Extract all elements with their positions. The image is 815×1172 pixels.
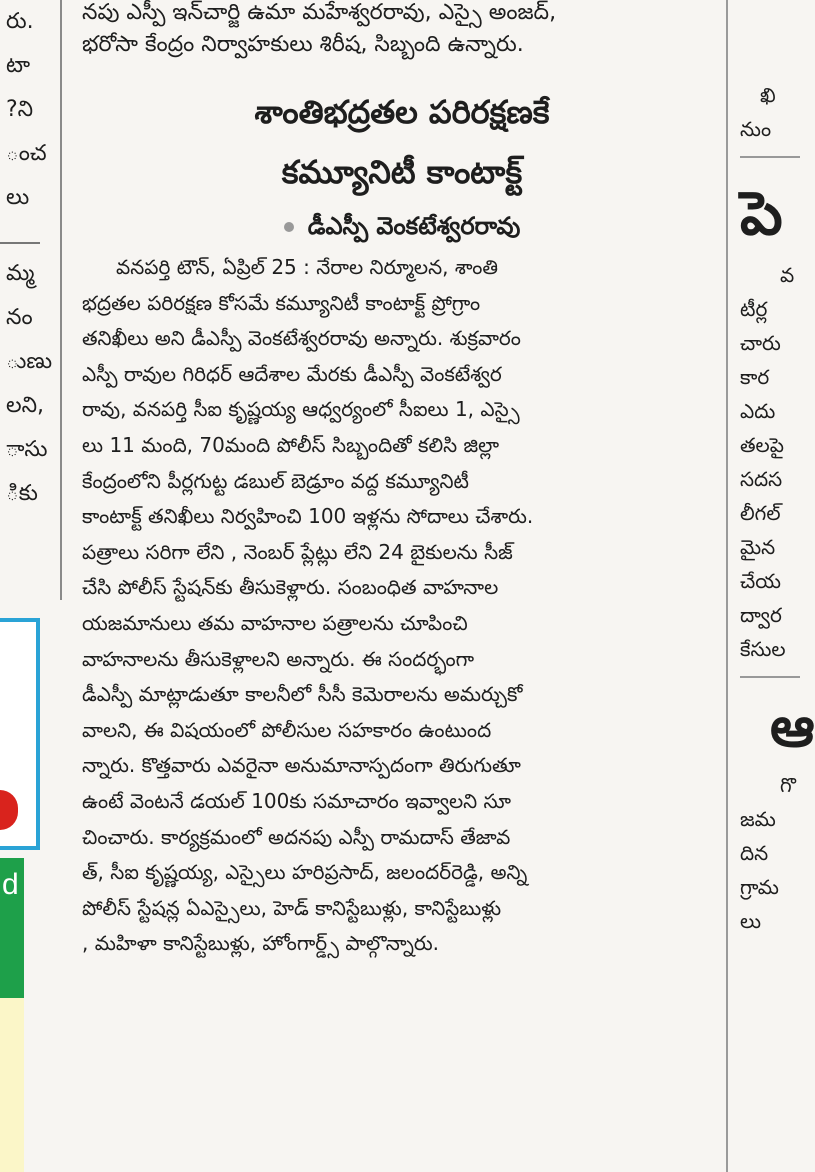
advertisement-green-panel — [0, 858, 24, 1172]
body-line: డీఎస్పీ మాట్లాడుతూ కాలనీలో సీసీ కెమెరాలను అమర్చుకో — [82, 682, 523, 707]
body-line: పోలీస్ స్టేషన్ల ఏఎస్సైలు, హెడ్ కానిస్టేబుళ్లు, కానిస్టేబుళ్లు — [82, 895, 502, 920]
right-line: చేయ — [740, 569, 781, 593]
previous-article-tail-line: నపు ఎస్పీ ఇన్‌చార్జి ఉమా మహేశ్వరరావు, ఎస్సై అంజద్, — [82, 0, 557, 25]
right-line: నుం — [740, 117, 772, 141]
right-line: ఖి — [760, 83, 776, 107]
right-line: దిన — [740, 841, 769, 865]
left-line: రు. — [6, 9, 34, 34]
previous-article-tail-line: భరోసా కేంద్రం నిర్వాహకులు శిరీష, సిబ్బంది ఉన్నారు. — [82, 32, 524, 57]
right-column — [740, 0, 815, 1172]
body-line: తనిఖీలు అని డీఎస్పీ వెంకటేశ్వరరావు అన్నారు. శుక్రవారం — [82, 326, 521, 351]
body-line: లు 11 మంది, 70మంది పోలీస్ సిబ్బందితో కలిసి జిల్లా — [82, 432, 500, 457]
body-line: ఎస్పీ రావుల గిరిధర్ ఆదేశాల మేరకు డీఎస్పీ వెంకటేశ్వర — [82, 361, 502, 386]
body-line: , మహిళా కానిస్టేబుళ్లు, హోంగార్డ్స్ పాల్గొన్నారు. — [82, 931, 440, 956]
right-line: సదస — [740, 467, 783, 491]
left-line: నం — [6, 305, 33, 330]
body-line: వాలని, ఈ విషయంలో పోలీసుల సహకారం ఉంటుంద — [82, 717, 492, 742]
column-divider-right — [726, 0, 728, 1172]
right-line: గొ — [780, 773, 796, 797]
right-line: వ — [780, 263, 795, 287]
left-line: మ్మ — [6, 261, 35, 286]
right-line: మైన — [740, 535, 776, 559]
news-article — [82, 0, 722, 1172]
body-line: రావు, వనపర్తి సీఐ కృష్ణయ్య ఆధ్వర్యంలో సీఐలు 1, ఎస్సై — [82, 397, 520, 422]
byline-text: డీఎస్పీ వెంకటేశ్వరరావు — [307, 212, 521, 240]
body-line: యజమానులు తమ వాహనాల పత్రాలను చూపించి — [82, 610, 468, 635]
left-line: ాసు — [6, 437, 48, 462]
right-line: లు — [740, 909, 762, 933]
article-headline — [82, 82, 722, 202]
left-line: ుణు — [6, 349, 53, 374]
body-line: కేంద్రంలోని పీర్లగుట్ట డబుల్ బెడ్రూం వద్ద కమ్యూనిటీ — [82, 468, 469, 493]
left-line: ంచ — [6, 141, 47, 166]
headline-line-1: శాంతిభద్రతల పరిరక్షణకే — [254, 93, 550, 131]
body-line: పత్రాలు సరిగా లేని , నెంబర్ ప్లేట్లు లేని 24 బైకులను సీజ్ — [82, 539, 513, 564]
right-line: లీగల్ — [740, 501, 781, 525]
right-column-divider — [740, 676, 800, 678]
right-line: ద్వార — [740, 603, 782, 627]
right-line: తలపై — [740, 433, 784, 457]
body-line: ఉంటే వెంటనే డయల్ 100కు సమాచారం ఇవ్వాలని సూ — [82, 788, 511, 813]
right-line: ఎదు — [740, 399, 776, 423]
body-line: న్నారు. కొత్తవారు ఎవరైనా అనుమానాస్పదంగా తిరుగుతూ — [82, 753, 521, 778]
right-line: కార — [740, 365, 770, 389]
right-line: గ్రామ — [740, 875, 779, 899]
body-line: కాంటాక్ట్ తనిఖీలు నిర్వహించి 100 ఇళ్లను సోదాలు చేశారు. — [82, 504, 534, 529]
left-column-divider — [0, 242, 40, 244]
right-line: టీర్ల — [740, 297, 768, 321]
body-line: చించారు. కార్యక్రమంలో అదనపు ఎస్పీ రామదాస్ తేజావ — [82, 824, 511, 849]
right-column-drop-letter: ఆ — [770, 695, 815, 760]
advertisement-yellow-area — [0, 998, 24, 1172]
left-column-top-text — [0, 0, 48, 220]
column-divider-left — [60, 0, 62, 600]
right-line: చారు — [740, 331, 781, 355]
body-line: భద్రతల పరిరక్షణ కోసమే కమ్యూనిటీ కాంటాక్ట్ ప్రోగ్రాం — [82, 290, 481, 315]
left-line: లని, — [6, 393, 45, 418]
right-column-heading: పె — [740, 179, 783, 249]
bullet-icon — [284, 222, 294, 232]
left-column-mid-text — [0, 252, 53, 516]
body-line: చేసి పోలీస్ స్టేషన్‌కు తీసుకెళ్లారు. సంబంధిత వాహనాల — [82, 575, 499, 600]
left-line: టా — [6, 53, 31, 78]
right-line: జమ — [740, 807, 776, 831]
headline-line-2: కమ్యూనిటీ కాంటాక్ట్ — [281, 153, 523, 191]
body-line: వాహనాలను తీసుకెళ్లాలని అన్నారు. ఈ సందర్భంగా — [82, 646, 475, 671]
left-line: లు — [6, 185, 30, 210]
right-line: కేసుల — [740, 637, 786, 661]
article-body — [82, 250, 722, 962]
body-line: వనపర్తి టౌన్, ఏప్రిల్ 25 : నేరాల నిర్మూలన, శాంతి — [116, 255, 499, 279]
left-line: ?ని — [6, 97, 34, 122]
advertisement-letter: d — [2, 868, 19, 901]
left-line: ికు — [6, 481, 38, 506]
body-line: త్, సీఐ కృష్ణయ్య, ఎస్సైలు హరిప్రసాద్, జలందర్‌రెడ్డి, అన్ని — [82, 860, 528, 885]
article-byline — [82, 208, 722, 244]
right-column-divider — [740, 156, 800, 158]
